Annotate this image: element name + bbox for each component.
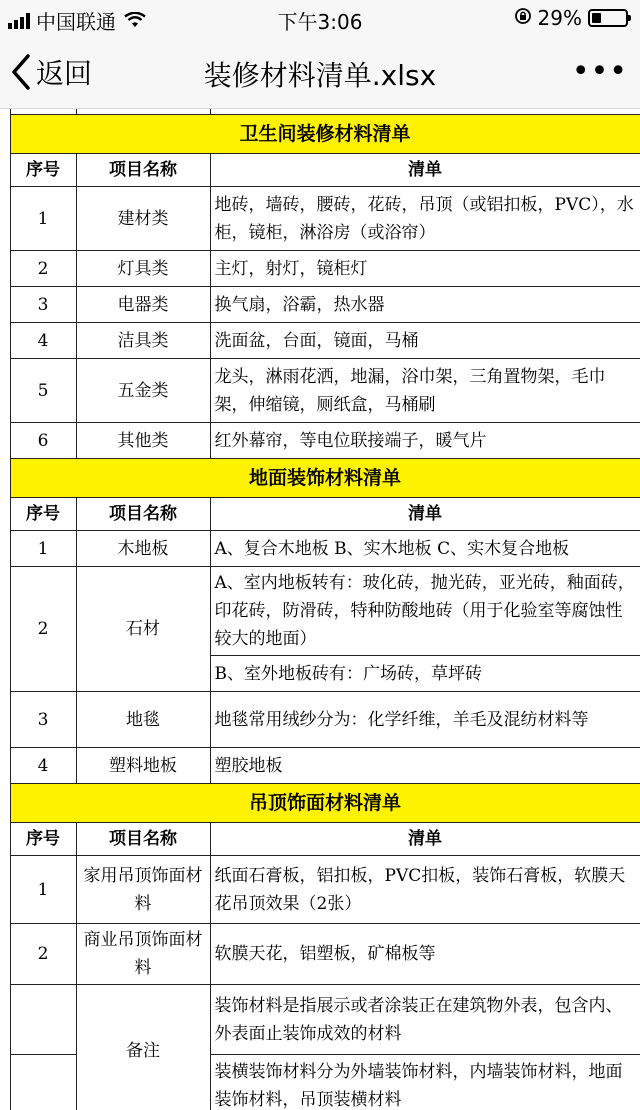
cell-no: 2 [10, 924, 76, 985]
cell-no: 2 [10, 251, 76, 287]
column-header-row [0, 154, 640, 187]
table-row [0, 187, 640, 251]
orientation-lock-icon [514, 6, 532, 30]
table-row [0, 323, 640, 359]
header-list: 清单 [210, 823, 640, 856]
cell-list: A、复合木地板 B、实木地板 C、实木复合地板 [210, 531, 640, 567]
cell-list: 红外幕帘，等电位联接端子，暖气片 [210, 423, 640, 459]
battery-percent: 29% [537, 6, 582, 30]
column-header-row [0, 498, 640, 531]
cell-list: 塑胶地板 [210, 748, 640, 784]
table-row [0, 423, 640, 459]
cell-name: 灯具类 [76, 251, 210, 287]
cell-no: 2 [10, 567, 76, 692]
carrier-label: 中国联通 [36, 10, 116, 34]
cell-no: 1 [10, 531, 76, 567]
table-row [0, 748, 640, 784]
cell-list: 软膜天花，铝塑板，矿棉板等 [210, 924, 640, 985]
material-table [0, 109, 640, 1110]
status-right [514, 6, 628, 30]
table-row [0, 985, 640, 1055]
cell-no: 3 [10, 692, 76, 748]
status-bar [0, 0, 640, 36]
battery-fill [592, 13, 601, 23]
cell-no: 4 [10, 748, 76, 784]
battery-icon [588, 9, 628, 27]
more-options-button[interactable]: ••• [571, 54, 628, 89]
section-title: 卫生间装修材料清单 [10, 115, 640, 154]
cell-name: 商业吊顶饰面材料 [76, 924, 210, 985]
table-row [0, 692, 640, 748]
cell-no: 4 [10, 323, 76, 359]
cell-name: 电器类 [76, 287, 210, 323]
cell-list: 洗面盆，台面，镜面，马桶 [210, 323, 640, 359]
cell-name: 地毯 [76, 692, 210, 748]
header-no: 序号 [10, 498, 76, 531]
table-row [0, 856, 640, 924]
cell-name: 建材类 [76, 187, 210, 251]
cell-name: 其他类 [76, 423, 210, 459]
cell-list: B、室外地板砖有：广场砖，草坪砖 [210, 656, 640, 692]
header-list: 清单 [210, 498, 640, 531]
cell-list: 主灯，射灯，镜柜灯 [210, 251, 640, 287]
table-row [0, 531, 640, 567]
header-no: 序号 [10, 823, 76, 856]
section-title: 地面装饰材料清单 [10, 459, 640, 498]
cell-list: 地砖，墙砖，腰砖，花砖，吊顶（或铝扣板，PVC），水柜，镜柜，淋浴房（或浴帘） [210, 187, 640, 251]
cell-list: 龙头，淋雨花洒，地漏，浴巾架，三角置物架，毛巾架，伸缩镜，厕纸盒，马桶刷 [210, 359, 640, 423]
cell-name: 塑料地板 [76, 748, 210, 784]
cell-list: 装饰材料是指展示或者涂装正在建筑物外表，包含内、外表面止装饰成效的材料 [210, 985, 640, 1055]
section-header-row [0, 459, 640, 498]
table-row [0, 251, 640, 287]
cell-name: 备注 [76, 985, 210, 1110]
section-header-row [0, 784, 640, 823]
cell-name: 家用吊顶饰面材料 [76, 856, 210, 924]
section-title: 吊顶饰面材料清单 [10, 784, 640, 823]
cell-list: 纸面石膏板，铝扣板，PVC扣板，装饰石膏板，软膜天花吊顶效果（2张） [210, 856, 640, 924]
header-no: 序号 [10, 154, 76, 187]
navigation-bar [0, 36, 640, 109]
spreadsheet-view[interactable] [0, 109, 640, 1110]
cell-no [10, 985, 76, 1055]
table-row [0, 359, 640, 423]
back-label: 返回 [36, 57, 93, 90]
cell-no [10, 1055, 76, 1110]
header-name: 项目名称 [76, 154, 210, 187]
header-name: 项目名称 [76, 498, 210, 531]
cell-list: 地毯常用绒纱分为：化学纤维，羊毛及混纺材料等 [210, 692, 640, 748]
column-header-row [0, 823, 640, 856]
cell-no: 1 [10, 856, 76, 924]
cell-name: 石材 [76, 567, 210, 692]
section-header-row [0, 115, 640, 154]
cell-no: 5 [10, 359, 76, 423]
table-row [0, 924, 640, 985]
status-time: 下午3:06 [277, 10, 363, 34]
cell-name: 洁具类 [76, 323, 210, 359]
table-row [0, 287, 640, 323]
cell-no: 3 [10, 287, 76, 323]
cell-name: 五金类 [76, 359, 210, 423]
cell-name: 木地板 [76, 531, 210, 567]
cell-list: 换气扇，浴霸，热水器 [210, 287, 640, 323]
cell-no: 1 [10, 187, 76, 251]
header-list: 清单 [210, 154, 640, 187]
cell-list: A、室内地板转有：玻化砖，抛光砖，亚光砖，釉面砖，印花砖，防滑砖，特种防酸地砖（用于化验室等腐蚀性较大的地面） [210, 567, 640, 656]
header-name: 项目名称 [76, 823, 210, 856]
cell-no: 6 [10, 423, 76, 459]
page-title: 装修材料清单.xlsx [203, 59, 437, 92]
table-row [0, 567, 640, 656]
cell-list: 装横装饰材料分为外墙装饰材料，内墙装饰材料，地面装饰材料，吊顶装横材料 [210, 1055, 640, 1110]
